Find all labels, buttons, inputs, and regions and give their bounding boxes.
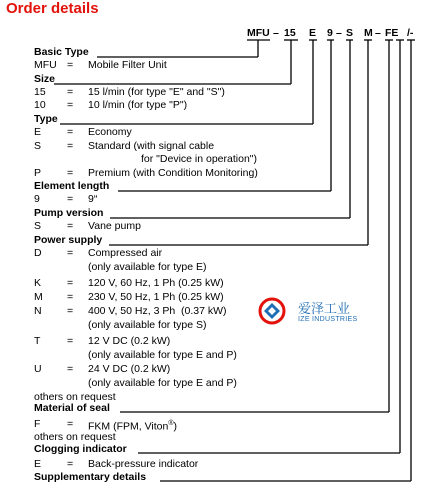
seal-description: FKM (FPM, Viton <box>88 420 169 433</box>
option-description: Compressed air <box>88 247 163 259</box>
code-supplementary: /- <box>407 27 414 39</box>
code-power-supply: M <box>364 27 373 39</box>
option-code: S <box>34 220 42 232</box>
code-element-length: 9 <box>327 27 333 39</box>
option-description-continued: (only available for type S) <box>88 319 207 331</box>
option-description: 400 V, 50 Hz, 3 Ph (0.37 kW) <box>88 305 227 317</box>
registered-mark: ® <box>168 420 174 427</box>
ize-logo-english: IZE INDUSTRIES <box>298 316 358 323</box>
others-on-request: others on request <box>34 431 116 443</box>
option-code: F <box>34 418 41 430</box>
equals-sign: = <box>67 335 74 347</box>
option-description: 24 V DC (0.2 kW) <box>88 363 171 375</box>
equals-sign: = <box>67 99 74 111</box>
option-description: 15 l/min (for type "E" and "S") <box>88 86 225 98</box>
heading-power-supply: Power supply <box>34 234 103 246</box>
heading-supplementary-details: Supplementary details <box>34 471 147 483</box>
option-description: Standard (with signal cable <box>88 140 215 152</box>
equals-sign: = <box>67 140 74 152</box>
option-code: 10 <box>34 99 46 111</box>
others-on-request: others on request <box>34 391 116 403</box>
option-code: K <box>34 277 42 289</box>
code-dash: – <box>273 27 279 39</box>
option-code: M <box>34 291 43 303</box>
equals-sign: = <box>67 59 74 71</box>
option-code: N <box>34 305 42 317</box>
equals-sign: = <box>67 291 74 303</box>
option-description: 230 V, 50 Hz, 1 Ph (0.25 kW) <box>88 291 224 303</box>
option-code: E <box>34 126 42 138</box>
heading-material-of-seal: Material of seal <box>34 402 110 414</box>
code-pump-version: S <box>346 27 354 39</box>
heading-pump-version: Pump version <box>34 207 104 219</box>
option-description-continued: (only available for type E and P) <box>88 349 237 361</box>
option-code: D <box>34 247 42 259</box>
option-code: T <box>34 335 41 347</box>
code-dash: – <box>375 27 381 39</box>
option-code: 9 <box>34 193 40 205</box>
option-description: 10 l/min (for type "P") <box>88 99 188 111</box>
option-code: MFU <box>34 59 57 71</box>
code-seal-clogging: FE <box>385 27 399 39</box>
equals-sign: = <box>67 277 74 289</box>
option-code: U <box>34 363 42 375</box>
option-description: 9“ <box>88 193 98 205</box>
equals-sign: = <box>67 458 74 470</box>
option-description: Economy <box>88 126 132 138</box>
code-size: 15 <box>284 27 296 39</box>
option-description-continued: (only available for type E) <box>88 261 207 273</box>
heading-clogging-indicator: Clogging indicator <box>34 443 127 455</box>
option-description-continued: for "Device in operation") <box>141 153 258 165</box>
code-type: E <box>309 27 317 39</box>
option-description-continued: (only available for type E and P) <box>88 377 237 389</box>
ize-logo <box>258 293 370 333</box>
option-description: Back-pressure indicator <box>88 458 199 470</box>
equals-sign: = <box>67 126 74 138</box>
ize-logo-icon <box>258 297 286 325</box>
equals-sign: = <box>67 418 74 430</box>
heading-size: Size <box>34 73 56 85</box>
option-description: Mobile Filter Unit <box>88 59 167 71</box>
code-dash: – <box>336 27 342 39</box>
equals-sign: = <box>67 220 74 232</box>
equals-sign: = <box>67 363 74 375</box>
equals-sign: = <box>67 193 74 205</box>
option-code: 15 <box>34 86 46 98</box>
option-description: Premium (with Condition Monitoring) <box>88 167 258 179</box>
option-code: S <box>34 140 42 152</box>
code-basic-type: MFU <box>247 27 270 39</box>
option-description: Vane pump <box>88 220 141 232</box>
heading-type: Type <box>34 113 58 125</box>
seal-description-end: ) <box>173 420 177 433</box>
heading-element-length: Element length <box>34 180 110 192</box>
ize-logo-chinese: 爱泽工业 <box>298 302 351 317</box>
option-code: P <box>34 167 42 179</box>
equals-sign: = <box>67 247 74 259</box>
equals-sign: = <box>67 167 74 179</box>
heading-basic-type: Basic Type <box>34 46 89 58</box>
equals-sign: = <box>67 86 74 98</box>
page-title: Order details <box>6 0 99 17</box>
option-description: 120 V, 60 Hz, 1 Ph (0.25 kW) <box>88 277 224 289</box>
equals-sign: = <box>67 305 74 317</box>
option-description: 12 V DC (0.2 kW) <box>88 335 171 347</box>
option-code: E <box>34 458 42 470</box>
